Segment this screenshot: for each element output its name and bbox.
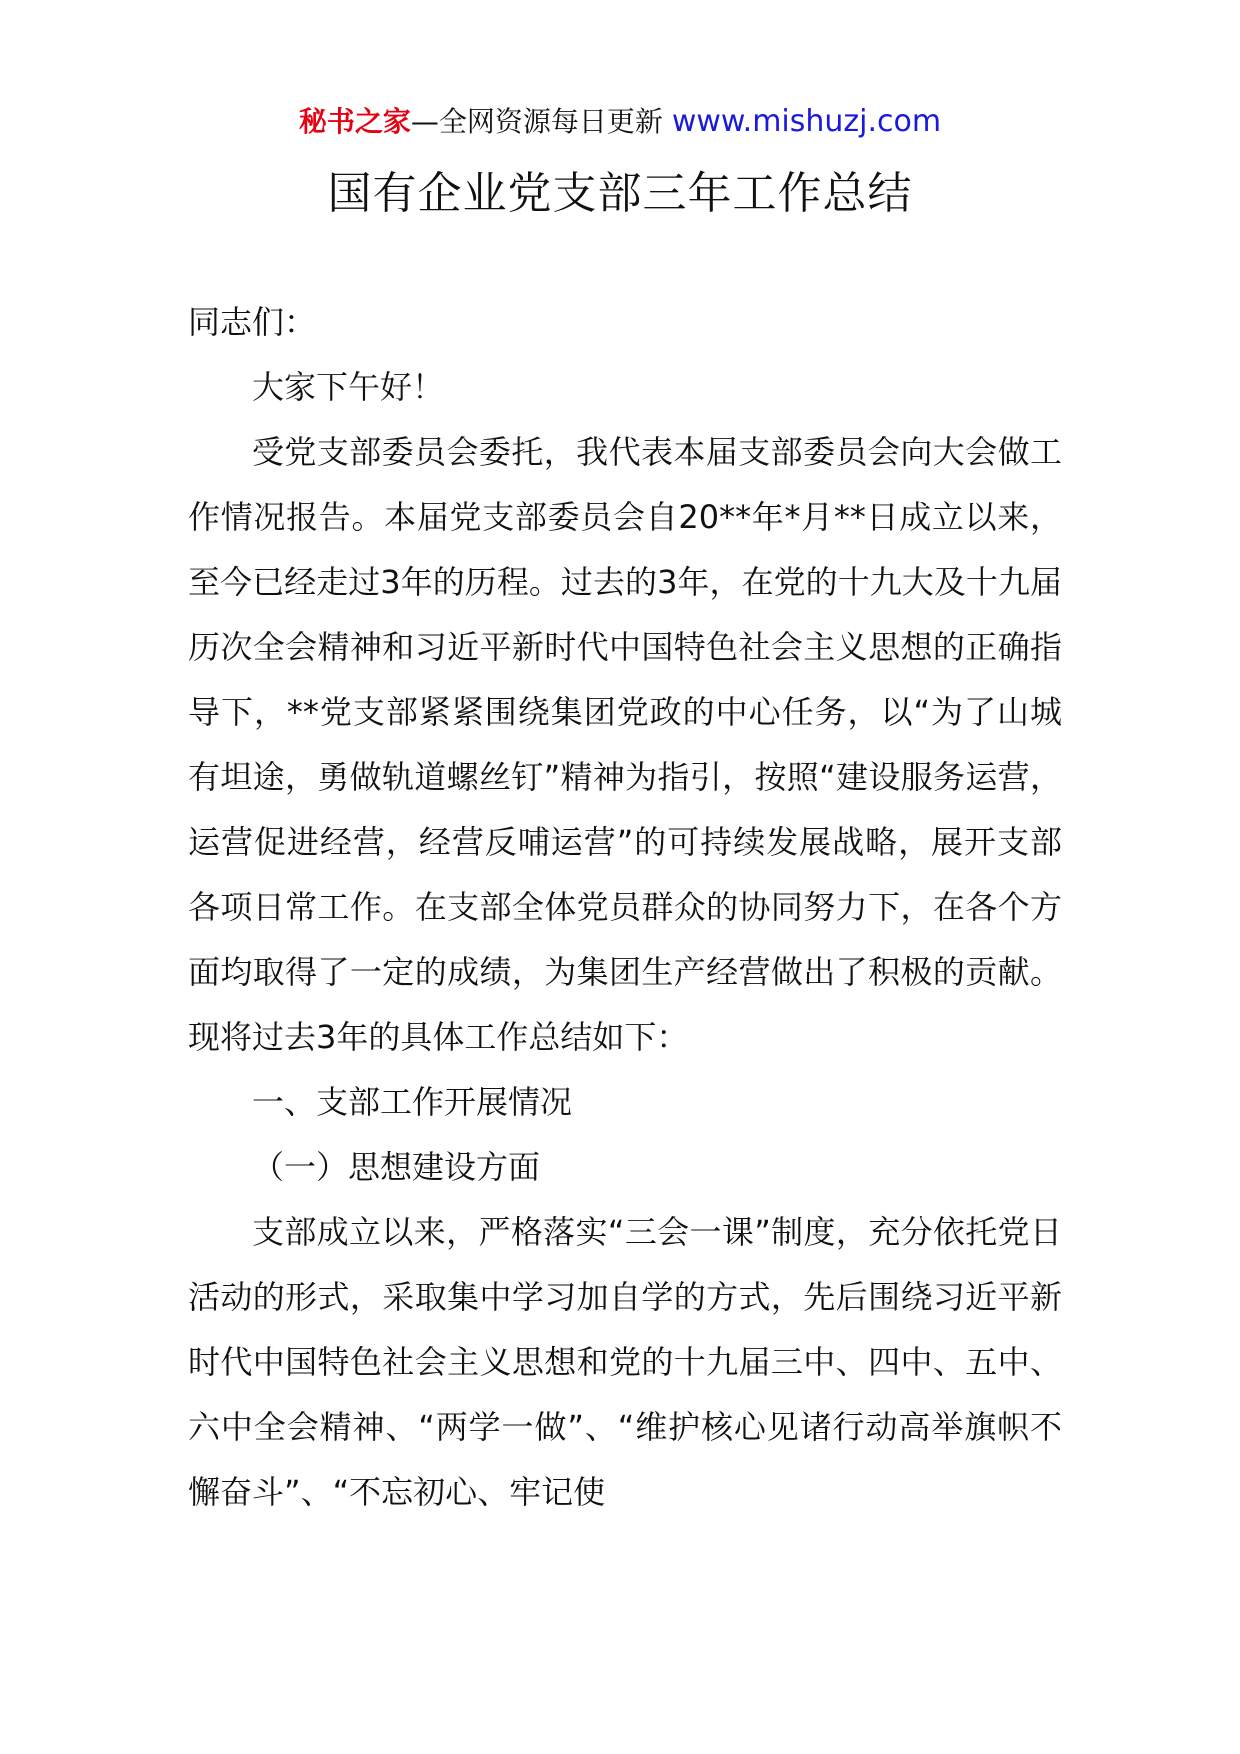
greeting: 大家下午好！ bbox=[252, 368, 445, 406]
salutation: 同志们： bbox=[188, 303, 317, 341]
document-body bbox=[188, 290, 1062, 1525]
subsection-heading: （一）思想建设方面 bbox=[252, 1148, 541, 1186]
section-heading: 一、支部工作开展情况 bbox=[252, 1083, 573, 1121]
banner-tagline: —全网资源每日更新 bbox=[410, 105, 663, 138]
site-banner bbox=[0, 100, 1240, 144]
document-title: 国有企业党支部三年工作总结 bbox=[327, 168, 913, 219]
site-url-link[interactable]: www.mishuzj.com bbox=[671, 104, 942, 139]
body-paragraph: 支部成立以来，严格落实“三会一课”制度，充分依托党日活动的形式，采取集中学习加自学的方式，先后围绕习近平新时代中国特色社会主义思想和党的十九届三中、四中、五中、六中全会精神、“两学一做”、“维护核心见诸行动高举旗帜不懈奋斗”、“不忘初心、牢记使 bbox=[188, 1213, 1062, 1511]
intro-paragraph: 受党支部委员会委托，我代表本届支部委员会向大会做工作情况报告。本届党支部委员会自20**年*月**日成立以来，至今已经走过3年的历程。过去的3年，在党的十九大及十九届历次全会精神和习近平新时代中国特色社会主义思想的正确指导下，**党支部紧紧围绕集团党政的中心任务，以“为了山城有坦途，勇做轨道螺丝钉”精神为指引，按照“建设服务运营，运营促进经营，经营反哺运营”的可持续发展战略，展开支部各项日常工作。在支部全体党员群众的协同努力下，在各个方面均取得了一定的成绩，为集团生产经营做出了积极的贡献。现将过去3年的具体工作总结如下： bbox=[188, 433, 1062, 1056]
brand-name: 秘书之家 bbox=[298, 105, 411, 138]
